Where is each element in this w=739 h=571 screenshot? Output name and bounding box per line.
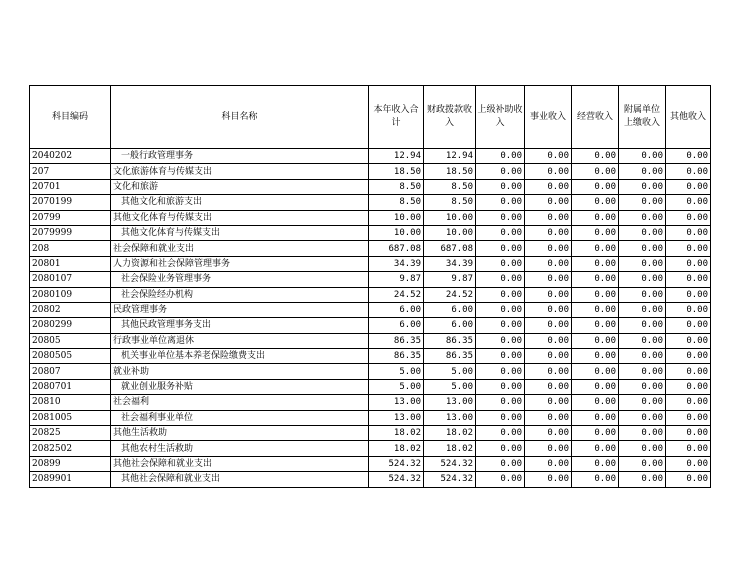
- cell-superior: 0.00: [476, 241, 525, 256]
- cell-affiliated: 0.00: [619, 225, 666, 240]
- cell-operation: 0.00: [572, 164, 619, 179]
- cell-affiliated: 0.00: [619, 318, 666, 333]
- cell-operation: 0.00: [572, 302, 619, 317]
- cell-operation: 0.00: [572, 395, 619, 410]
- cell-operation: 0.00: [572, 225, 619, 240]
- cell-business: 0.00: [525, 333, 572, 348]
- cell-code: 2082502: [30, 441, 111, 456]
- table-row: [30, 179, 711, 194]
- cell-fiscal: 12.94: [424, 149, 476, 164]
- cell-business: 0.00: [525, 472, 572, 487]
- cell-operation: 0.00: [572, 318, 619, 333]
- cell-other: 0.00: [666, 426, 711, 441]
- cell-other: 0.00: [666, 256, 711, 271]
- cell-total: 524.32: [369, 472, 424, 487]
- cell-code: 2040202: [30, 149, 111, 164]
- cell-fiscal: 8.50: [424, 195, 476, 210]
- cell-affiliated: 0.00: [619, 179, 666, 194]
- cell-business: 0.00: [525, 379, 572, 394]
- cell-other: 0.00: [666, 441, 711, 456]
- cell-other: 0.00: [666, 225, 711, 240]
- cell-total: 5.00: [369, 364, 424, 379]
- cell-total: 18.02: [369, 426, 424, 441]
- table-row: [30, 379, 711, 394]
- cell-other: 0.00: [666, 318, 711, 333]
- cell-superior: 0.00: [476, 333, 525, 348]
- table-row: [30, 164, 711, 179]
- cell-total: 10.00: [369, 210, 424, 225]
- cell-business: 0.00: [525, 164, 572, 179]
- cell-operation: 0.00: [572, 333, 619, 348]
- cell-name: 一般行政管理事务: [111, 149, 369, 164]
- cell-superior: 0.00: [476, 225, 525, 240]
- cell-fiscal: 10.00: [424, 225, 476, 240]
- header-business: 事业收入: [525, 86, 572, 149]
- table-row: [30, 272, 711, 287]
- cell-name: 其他社会保障和就业支出: [111, 456, 369, 471]
- cell-operation: 0.00: [572, 179, 619, 194]
- cell-operation: 0.00: [572, 349, 619, 364]
- cell-name: 文化和旅游: [111, 179, 369, 194]
- cell-business: 0.00: [525, 195, 572, 210]
- header-superior: 上级补助收入: [476, 86, 525, 149]
- cell-affiliated: 0.00: [619, 287, 666, 302]
- cell-superior: 0.00: [476, 426, 525, 441]
- cell-total: 24.52: [369, 287, 424, 302]
- cell-total: 86.35: [369, 349, 424, 364]
- cell-name: 就业创业服务补贴: [111, 379, 369, 394]
- cell-operation: 0.00: [572, 241, 619, 256]
- cell-affiliated: 0.00: [619, 164, 666, 179]
- cell-superior: 0.00: [476, 364, 525, 379]
- cell-affiliated: 0.00: [619, 426, 666, 441]
- cell-fiscal: 524.32: [424, 472, 476, 487]
- table-row: [30, 472, 711, 487]
- cell-name: 就业补助: [111, 364, 369, 379]
- cell-other: 0.00: [666, 379, 711, 394]
- header-name: 科目名称: [111, 86, 369, 149]
- cell-affiliated: 0.00: [619, 456, 666, 471]
- cell-other: 0.00: [666, 149, 711, 164]
- cell-operation: 0.00: [572, 410, 619, 425]
- cell-fiscal: 10.00: [424, 210, 476, 225]
- cell-name: 社会保险业务管理事务: [111, 272, 369, 287]
- cell-fiscal: 18.50: [424, 164, 476, 179]
- cell-superior: 0.00: [476, 318, 525, 333]
- cell-fiscal: 6.00: [424, 318, 476, 333]
- cell-name: 人力资源和社会保障管理事务: [111, 256, 369, 271]
- cell-operation: 0.00: [572, 195, 619, 210]
- table-row: [30, 441, 711, 456]
- cell-code: 20807: [30, 364, 111, 379]
- cell-affiliated: 0.00: [619, 149, 666, 164]
- cell-code: 20801: [30, 256, 111, 271]
- cell-business: 0.00: [525, 225, 572, 240]
- cell-total: 86.35: [369, 333, 424, 348]
- cell-operation: 0.00: [572, 456, 619, 471]
- cell-business: 0.00: [525, 287, 572, 302]
- table-row: [30, 426, 711, 441]
- cell-fiscal: 34.39: [424, 256, 476, 271]
- cell-total: 6.00: [369, 302, 424, 317]
- cell-other: 0.00: [666, 195, 711, 210]
- cell-name: 行政事业单位离退休: [111, 333, 369, 348]
- table-row: [30, 195, 711, 210]
- cell-affiliated: 0.00: [619, 272, 666, 287]
- cell-name: 机关事业单位基本养老保险缴费支出: [111, 349, 369, 364]
- cell-total: 13.00: [369, 410, 424, 425]
- cell-superior: 0.00: [476, 287, 525, 302]
- cell-name: 社会福利: [111, 395, 369, 410]
- table-row: [30, 395, 711, 410]
- header-code: 科目编码: [30, 86, 111, 149]
- cell-name: 社会福利事业单位: [111, 410, 369, 425]
- cell-fiscal: 13.00: [424, 395, 476, 410]
- cell-other: 0.00: [666, 333, 711, 348]
- table-row: [30, 302, 711, 317]
- cell-code: 2081005: [30, 410, 111, 425]
- cell-name: 民政管理事务: [111, 302, 369, 317]
- cell-fiscal: 86.35: [424, 349, 476, 364]
- cell-fiscal: 18.02: [424, 441, 476, 456]
- cell-superior: 0.00: [476, 272, 525, 287]
- cell-other: 0.00: [666, 395, 711, 410]
- table-row: [30, 225, 711, 240]
- cell-operation: 0.00: [572, 256, 619, 271]
- cell-business: 0.00: [525, 426, 572, 441]
- cell-affiliated: 0.00: [619, 241, 666, 256]
- cell-affiliated: 0.00: [619, 302, 666, 317]
- cell-operation: 0.00: [572, 210, 619, 225]
- cell-total: 524.32: [369, 456, 424, 471]
- cell-code: 2080107: [30, 272, 111, 287]
- table-row: [30, 210, 711, 225]
- cell-code: 2070199: [30, 195, 111, 210]
- cell-superior: 0.00: [476, 379, 525, 394]
- cell-code: 208: [30, 241, 111, 256]
- cell-operation: 0.00: [572, 379, 619, 394]
- cell-code: 20825: [30, 426, 111, 441]
- cell-fiscal: 9.87: [424, 272, 476, 287]
- cell-affiliated: 0.00: [619, 364, 666, 379]
- header-fiscal: 财政拨款收入: [424, 86, 476, 149]
- cell-fiscal: 18.02: [424, 426, 476, 441]
- cell-code: 2080505: [30, 349, 111, 364]
- cell-code: 20802: [30, 302, 111, 317]
- cell-other: 0.00: [666, 456, 711, 471]
- cell-affiliated: 0.00: [619, 195, 666, 210]
- cell-code: 2079999: [30, 225, 111, 240]
- cell-business: 0.00: [525, 149, 572, 164]
- table-row: [30, 456, 711, 471]
- cell-other: 0.00: [666, 364, 711, 379]
- cell-business: 0.00: [525, 364, 572, 379]
- table-row: [30, 364, 711, 379]
- cell-business: 0.00: [525, 456, 572, 471]
- cell-total: 8.50: [369, 195, 424, 210]
- header-affiliated: 附属单位上缴收入: [619, 86, 666, 149]
- cell-operation: 0.00: [572, 287, 619, 302]
- cell-fiscal: 13.00: [424, 410, 476, 425]
- header-other: 其他收入: [666, 86, 711, 149]
- cell-business: 0.00: [525, 441, 572, 456]
- cell-name: 其他民政管理事务支出: [111, 318, 369, 333]
- cell-other: 0.00: [666, 210, 711, 225]
- cell-total: 8.50: [369, 179, 424, 194]
- cell-business: 0.00: [525, 302, 572, 317]
- cell-operation: 0.00: [572, 472, 619, 487]
- cell-fiscal: 8.50: [424, 179, 476, 194]
- cell-other: 0.00: [666, 302, 711, 317]
- cell-name: 其他文化体育与传媒支出: [111, 210, 369, 225]
- cell-other: 0.00: [666, 349, 711, 364]
- cell-business: 0.00: [525, 395, 572, 410]
- cell-code: 2080701: [30, 379, 111, 394]
- cell-name: 文化旅游体育与传媒支出: [111, 164, 369, 179]
- cell-superior: 0.00: [476, 456, 525, 471]
- cell-business: 0.00: [525, 241, 572, 256]
- cell-name: 其他文化和旅游支出: [111, 195, 369, 210]
- cell-superior: 0.00: [476, 179, 525, 194]
- cell-business: 0.00: [525, 272, 572, 287]
- cell-superior: 0.00: [476, 410, 525, 425]
- table-row: [30, 318, 711, 333]
- cell-fiscal: 6.00: [424, 302, 476, 317]
- cell-superior: 0.00: [476, 302, 525, 317]
- cell-affiliated: 0.00: [619, 256, 666, 271]
- cell-code: 20799: [30, 210, 111, 225]
- cell-code: 207: [30, 164, 111, 179]
- header-total: 本年收入合计: [369, 86, 424, 149]
- cell-business: 0.00: [525, 349, 572, 364]
- table-row: [30, 349, 711, 364]
- cell-other: 0.00: [666, 410, 711, 425]
- cell-total: 687.08: [369, 241, 424, 256]
- cell-operation: 0.00: [572, 364, 619, 379]
- cell-business: 0.00: [525, 256, 572, 271]
- cell-affiliated: 0.00: [619, 349, 666, 364]
- cell-other: 0.00: [666, 472, 711, 487]
- cell-other: 0.00: [666, 272, 711, 287]
- cell-total: 18.02: [369, 441, 424, 456]
- income-table: [29, 85, 711, 488]
- table-row: [30, 149, 711, 164]
- cell-code: 2080109: [30, 287, 111, 302]
- cell-superior: 0.00: [476, 195, 525, 210]
- cell-operation: 0.00: [572, 426, 619, 441]
- cell-other: 0.00: [666, 287, 711, 302]
- cell-fiscal: 86.35: [424, 333, 476, 348]
- cell-total: 10.00: [369, 225, 424, 240]
- cell-name: 社会保障和就业支出: [111, 241, 369, 256]
- cell-affiliated: 0.00: [619, 379, 666, 394]
- header-operation: 经营收入: [572, 86, 619, 149]
- cell-operation: 0.00: [572, 149, 619, 164]
- cell-business: 0.00: [525, 410, 572, 425]
- header-row: [30, 86, 711, 149]
- cell-total: 34.39: [369, 256, 424, 271]
- cell-total: 6.00: [369, 318, 424, 333]
- cell-affiliated: 0.00: [619, 210, 666, 225]
- cell-name: 其他农村生活救助: [111, 441, 369, 456]
- cell-superior: 0.00: [476, 149, 525, 164]
- cell-name: 其他社会保障和就业支出: [111, 472, 369, 487]
- cell-superior: 0.00: [476, 164, 525, 179]
- cell-code: 2089901: [30, 472, 111, 487]
- cell-name: 其他文化体育与传媒支出: [111, 225, 369, 240]
- cell-code: 20701: [30, 179, 111, 194]
- cell-superior: 0.00: [476, 395, 525, 410]
- cell-superior: 0.00: [476, 349, 525, 364]
- cell-affiliated: 0.00: [619, 410, 666, 425]
- cell-total: 12.94: [369, 149, 424, 164]
- cell-name: 其他生活救助: [111, 426, 369, 441]
- cell-fiscal: 5.00: [424, 379, 476, 394]
- table-row: [30, 241, 711, 256]
- table-row: [30, 410, 711, 425]
- cell-total: 5.00: [369, 379, 424, 394]
- table-row: [30, 256, 711, 271]
- cell-total: 18.50: [369, 164, 424, 179]
- cell-code: 20899: [30, 456, 111, 471]
- cell-superior: 0.00: [476, 472, 525, 487]
- cell-other: 0.00: [666, 164, 711, 179]
- cell-total: 13.00: [369, 395, 424, 410]
- cell-fiscal: 687.08: [424, 241, 476, 256]
- cell-code: 20805: [30, 333, 111, 348]
- cell-affiliated: 0.00: [619, 472, 666, 487]
- table-row: [30, 287, 711, 302]
- cell-superior: 0.00: [476, 256, 525, 271]
- cell-operation: 0.00: [572, 441, 619, 456]
- cell-business: 0.00: [525, 179, 572, 194]
- cell-superior: 0.00: [476, 441, 525, 456]
- cell-business: 0.00: [525, 210, 572, 225]
- cell-code: 2080299: [30, 318, 111, 333]
- cell-fiscal: 24.52: [424, 287, 476, 302]
- cell-total: 9.87: [369, 272, 424, 287]
- cell-affiliated: 0.00: [619, 333, 666, 348]
- table-body: [30, 149, 711, 488]
- cell-code: 20810: [30, 395, 111, 410]
- cell-other: 0.00: [666, 241, 711, 256]
- cell-fiscal: 5.00: [424, 364, 476, 379]
- cell-affiliated: 0.00: [619, 395, 666, 410]
- table-row: [30, 333, 711, 348]
- cell-affiliated: 0.00: [619, 441, 666, 456]
- cell-other: 0.00: [666, 179, 711, 194]
- cell-name: 社会保险经办机构: [111, 287, 369, 302]
- cell-superior: 0.00: [476, 210, 525, 225]
- cell-fiscal: 524.32: [424, 456, 476, 471]
- cell-operation: 0.00: [572, 272, 619, 287]
- cell-business: 0.00: [525, 318, 572, 333]
